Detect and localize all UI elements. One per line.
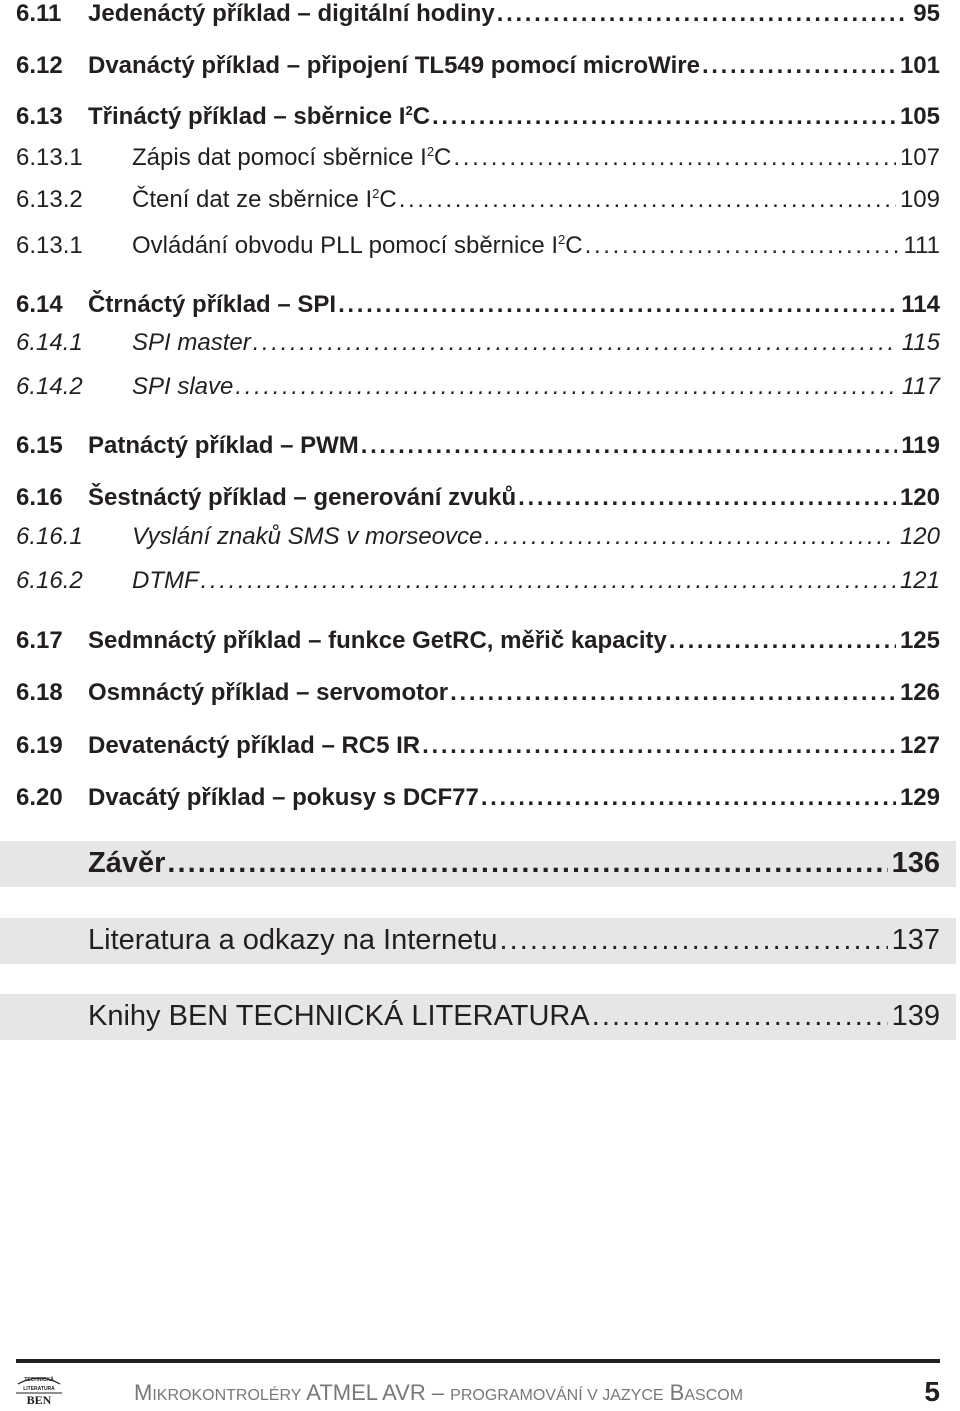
toc-page-number: 115: [901, 329, 940, 356]
toc-page-number: 101: [899, 52, 940, 79]
footer-rule: [16, 1359, 940, 1363]
dot-leader: [518, 484, 896, 512]
toc-entry[interactable]: [16, 52, 940, 80]
dot-leader: [453, 144, 896, 172]
chapter-title: Závěr: [88, 847, 166, 879]
dot-leader: [338, 291, 897, 319]
toc-number: 6.20: [16, 784, 63, 811]
toc-number: 6.13.2: [16, 186, 83, 213]
toc-entry[interactable]: [16, 144, 940, 172]
toc-number: 6.19: [16, 732, 63, 759]
toc-page-number: 114: [901, 291, 940, 318]
chapter-page-number: 136: [891, 847, 940, 879]
toc-number: 6.17: [16, 627, 63, 654]
dot-leader: [585, 232, 900, 260]
logo-top-text: TECHNICKÁ: [24, 1377, 54, 1383]
toc-entry[interactable]: [16, 373, 940, 401]
toc-title: Devatenáctý příklad – RC5 IR: [88, 732, 421, 759]
toc-title: Patnáctý příklad – PWM: [88, 432, 359, 459]
toc-entry[interactable]: [16, 186, 940, 214]
toc-entry[interactable]: [16, 329, 940, 357]
logo-main-text: BEN: [26, 1393, 52, 1406]
toc-number: 6.13.1: [16, 144, 83, 171]
toc-page-number: 126: [899, 679, 940, 706]
toc-entry[interactable]: [16, 103, 940, 131]
toc-number: 6.16.2: [16, 567, 83, 594]
dot-leader: [201, 567, 896, 595]
toc-number: 6.14: [16, 291, 63, 318]
toc-entry[interactable]: [16, 232, 940, 260]
dot-leader: [432, 103, 896, 131]
toc-title: Zápis dat pomocí sběrnice $I^2C$: [132, 144, 452, 171]
toc-number: 6.16.1: [16, 523, 83, 550]
toc-title: DTMF: [132, 567, 199, 594]
dot-leader: [497, 0, 910, 28]
toc-page-number: 111: [903, 232, 940, 259]
dot-leader: [481, 784, 896, 812]
toc-page-number: 119: [901, 432, 940, 459]
dot-leader: [422, 732, 896, 760]
toc-title: Sedmnáctý příklad – funkce GetRC, měřič kapacity: [88, 627, 667, 654]
toc-title: Osmnáctý příklad – servomotor: [88, 679, 449, 706]
chapter-title: Literatura a odkazy na Internetu: [88, 924, 498, 956]
toc-page-number: 109: [899, 186, 940, 213]
toc-title: Šestnáctý příklad – generování zvuků: [88, 484, 517, 511]
dot-leader: [399, 186, 896, 214]
toc-page-number: 125: [899, 627, 940, 654]
dot-leader: [253, 329, 898, 357]
toc-entry[interactable]: [16, 0, 940, 28]
toc-title: Dvacátý příklad – pokusy s DCF77: [88, 784, 479, 811]
dot-leader: [450, 679, 896, 707]
toc-title: SPI slave: [132, 373, 234, 400]
dot-leader: [592, 999, 888, 1033]
toc-title: Vyslání znaků SMS v morseovce: [132, 523, 483, 550]
toc-entry[interactable]: [16, 291, 940, 319]
toc-title: Třináctý příklad – sběrnice $I^2C$: [88, 103, 431, 130]
toc-number: 6.14.1: [16, 329, 83, 356]
toc-page-number: 95: [913, 0, 940, 27]
toc-entry[interactable]: [16, 784, 940, 812]
toc-number: 6.16: [16, 484, 63, 511]
logo-mid-text: LITERATURA: [23, 1386, 55, 1392]
toc-number: 6.13: [16, 103, 63, 130]
toc-number: 6.11: [16, 0, 62, 27]
toc-title: Dvanáctý příklad – připojení TL549 pomocí microWire: [88, 52, 700, 79]
toc-entry[interactable]: [16, 432, 940, 460]
toc-number: 6.15: [16, 432, 63, 459]
chapter-entry[interactable]: [88, 846, 940, 880]
toc-page-number: 121: [899, 567, 940, 594]
chapter-page-number: 139: [891, 1000, 940, 1032]
toc-page-number: 120: [899, 484, 940, 511]
toc-entry[interactable]: [16, 567, 940, 595]
toc-number: 6.12: [16, 52, 63, 79]
chapter-title: Knihy BEN TECHNICKÁ LITERATURA: [88, 1000, 590, 1032]
toc-page-number: 129: [899, 784, 940, 811]
toc-title: SPI master: [132, 329, 251, 356]
ben-logo: [14, 1372, 64, 1406]
toc-title: Čtení dat ze sběrnice $I^2C$: [132, 186, 397, 213]
chapter-page-number: 137: [891, 924, 940, 956]
toc-title: Jedenáctý příklad – digitální hodiny: [88, 0, 495, 27]
dot-leader: [167, 846, 887, 880]
toc-entry[interactable]: [16, 627, 940, 655]
toc-entry[interactable]: [16, 523, 940, 551]
toc-page-number: 117: [901, 373, 940, 400]
toc-page-number: 127: [899, 732, 940, 759]
dot-leader: [669, 627, 896, 655]
toc-number: 6.14.2: [16, 373, 83, 400]
toc-entry[interactable]: [16, 679, 940, 707]
dot-leader: [702, 52, 896, 80]
toc-entry[interactable]: [16, 484, 940, 512]
toc-number: 6.13.1: [16, 232, 83, 259]
chapter-entry[interactable]: [88, 923, 940, 957]
dot-leader: [235, 373, 897, 401]
dot-leader: [499, 923, 887, 957]
toc-page-number: 105: [899, 103, 940, 130]
toc-page-number: 120: [899, 523, 940, 550]
dot-leader: [484, 523, 896, 551]
dot-leader: [361, 432, 898, 460]
toc-entry[interactable]: [16, 732, 940, 760]
footer-book-title: MIKROKONTROLÉRY ATMEL AVR – PROGRAMOVÁNÍ V JAZYCE BASCOM: [134, 1380, 744, 1405]
toc-number: 6.18: [16, 679, 63, 706]
chapter-entry[interactable]: [88, 999, 940, 1033]
page-number: 5: [924, 1376, 940, 1407]
toc-title: Čtrnáctý příklad – SPI: [88, 291, 337, 318]
toc-title: Ovládání obvodu PLL pomocí sběrnice $I^2C$: [132, 232, 583, 259]
toc-page-number: 107: [899, 144, 940, 171]
